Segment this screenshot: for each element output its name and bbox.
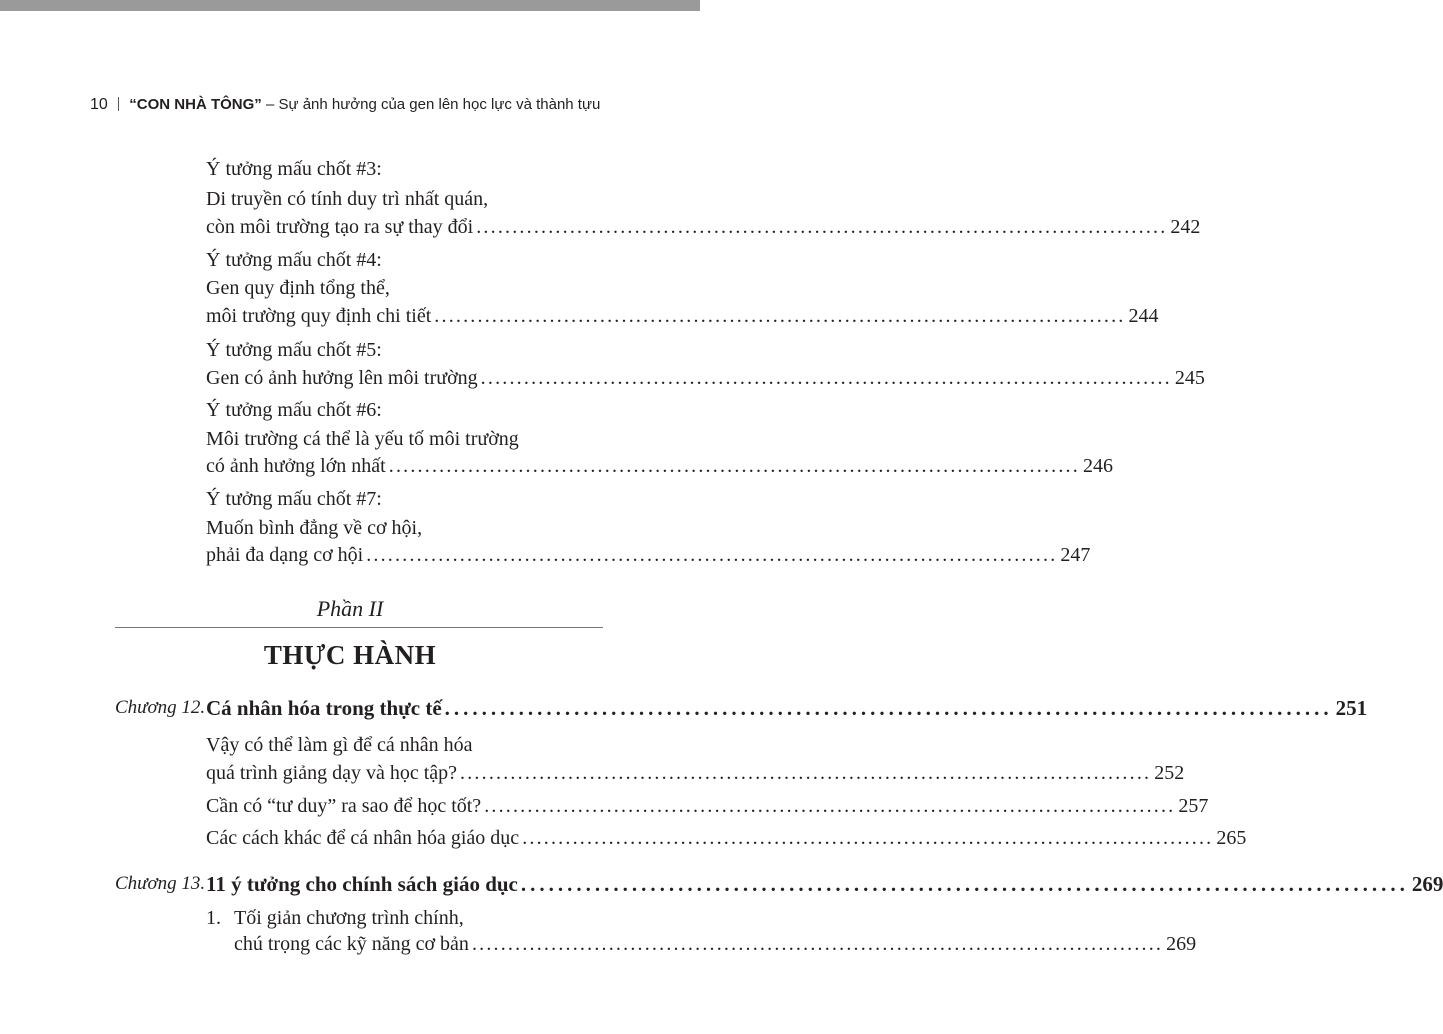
book-subtitle: – Sự ảnh hưởng của gen lên học lực và thành tựu [261, 96, 601, 113]
leader-dots: ................................................................................................ [480, 367, 1172, 389]
top-edge-bar [0, 0, 700, 11]
key-idea-5-label: Ý tưởng mấu chốt #5: [206, 339, 382, 361]
book-title: “CON NHÀ TÔNG” [129, 96, 262, 113]
chapter-13-label: Chương 13. [115, 873, 206, 894]
entry-title: Gen có ảnh hưởng lên môi trường [206, 367, 478, 389]
key-idea-5-entry[interactable] [206, 366, 1205, 390]
key-idea-7-label: Ý tưởng mấu chốt #7: [206, 488, 382, 510]
entry-title: quá trình giảng dạy và học tập? [206, 762, 458, 784]
chapter-13-entry-1[interactable] [234, 932, 1197, 956]
leader-dots: ................................................................................................ [388, 455, 1080, 477]
key-idea-3-label: Ý tưởng mấu chốt #3: [206, 158, 382, 180]
running-head-separator [118, 97, 120, 111]
key-idea-3-entry[interactable] [206, 215, 1201, 239]
chapter-title: Cá nhân hóa trong thực tế [206, 696, 442, 720]
key-idea-3-line: Di truyền có tính duy trì nhất quán, [206, 188, 489, 210]
entry-page: 252 [1154, 762, 1185, 784]
part-label: Phần II [316, 596, 384, 621]
leader-dots: ................................................................................................ [434, 305, 1126, 327]
entry-page: 257 [1178, 795, 1209, 817]
entry-title: Các cách khác để cá nhân hóa giáo dục [206, 827, 520, 849]
chapter-12-entry-3[interactable] [206, 826, 1247, 850]
entry-title: phải đa dạng cơ hội [206, 544, 364, 566]
part-title: THỰC HÀNH [263, 640, 437, 670]
running-head [90, 96, 600, 114]
chapter-13-entry[interactable] [206, 872, 1443, 896]
leader-dots: ................................................................................................ [366, 544, 1058, 566]
key-idea-7-entry[interactable] [206, 543, 1091, 567]
key-idea-6-entry[interactable] [206, 454, 1113, 478]
page-number: 10 [90, 96, 108, 113]
chapter-12-entry-1-line: Vậy có thể làm gì để cá nhân hóa [206, 734, 473, 756]
chapter-title: 11 ý tưởng cho chính sách giáo dục [206, 872, 518, 896]
entry-title: chú trọng các kỹ năng cơ bản [234, 933, 469, 955]
chapter-13-entry-1-number: 1. [206, 907, 221, 929]
key-idea-6-label: Ý tưởng mấu chốt #6: [206, 399, 382, 421]
entry-title: có ảnh hưởng lớn nhất [206, 455, 386, 477]
chapter-page: 269 [1411, 872, 1443, 896]
key-idea-4-entry[interactable] [206, 304, 1159, 328]
entry-page: 245 [1174, 367, 1205, 389]
entry-page: 244 [1128, 305, 1159, 327]
key-idea-4-line: Gen quy định tổng thể, [206, 277, 390, 299]
chapter-12-entry-1[interactable] [206, 761, 1185, 785]
entry-page: 242 [1170, 216, 1201, 238]
key-idea-4-label: Ý tưởng mấu chốt #4: [206, 249, 382, 271]
entry-title: môi trường quy định chi tiết [206, 305, 432, 327]
entry-page: 247 [1060, 544, 1091, 566]
leader-dots: ................................................................................................ [484, 795, 1176, 817]
part-divider [115, 627, 603, 628]
leader-dots: ................................................................................................ [476, 216, 1168, 238]
entry-page: 269 [1166, 933, 1197, 955]
entry-title: còn môi trường tạo ra sự thay đổi [206, 216, 474, 238]
chapter-13-entry-1-line: Tối giản chương trình chính, [234, 907, 464, 929]
entry-title: Cần có “tư duy” ra sao để học tốt? [206, 795, 482, 817]
key-idea-7-line: Muốn bình đẳng về cơ hội, [206, 517, 423, 539]
leader-dots: ................................................................................................ [471, 933, 1164, 955]
leader-dots: ................................................................................................ [520, 872, 1409, 896]
leader-dots: ................................................................................................ [522, 827, 1214, 849]
chapter-page: 251 [1335, 696, 1368, 720]
leader-dots: ................................................................................................ [444, 696, 1333, 720]
leader-dots: ................................................................................................ [460, 762, 1152, 784]
key-idea-6-line: Môi trường cá thể là yếu tố môi trường [206, 428, 519, 450]
chapter-12-entry[interactable] [206, 696, 1368, 720]
entry-page: 246 [1082, 455, 1113, 477]
entry-page: 265 [1216, 827, 1247, 849]
chapter-12-label: Chương 12. [115, 697, 206, 718]
chapter-12-entry-2[interactable] [206, 794, 1209, 818]
